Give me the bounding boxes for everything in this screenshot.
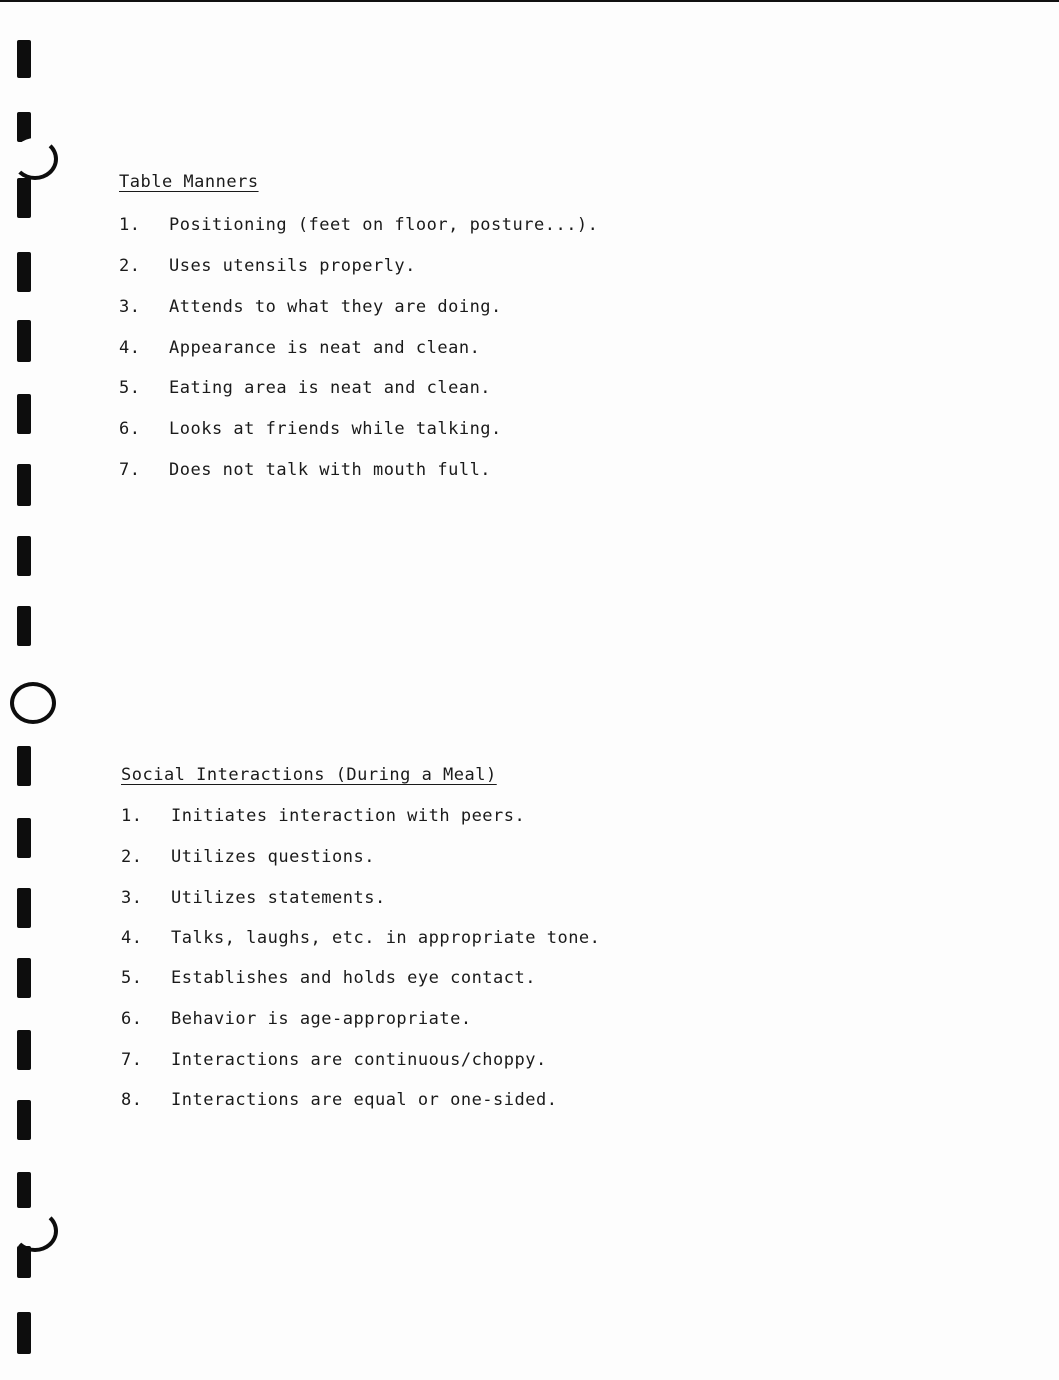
list-item <box>119 376 491 400</box>
item-number: 3. <box>119 297 141 317</box>
item-text: Does not talk with mouth full. <box>169 460 492 480</box>
item-number: 5. <box>121 968 143 988</box>
list-item <box>121 1088 557 1112</box>
item-number: 7. <box>121 1050 143 1070</box>
item-number: 4. <box>119 338 141 358</box>
item-number: 1. <box>119 215 141 235</box>
list-item <box>121 804 525 828</box>
binding-bar <box>17 178 31 218</box>
punch-hole <box>12 138 58 180</box>
item-text: Eating area is neat and clean. <box>169 378 492 398</box>
section-heading: Table Manners <box>119 172 259 192</box>
binding-bar <box>17 1246 31 1278</box>
item-text: Utilizes questions. <box>171 847 375 867</box>
binding-bar <box>17 958 31 998</box>
item-number: 4. <box>121 928 143 948</box>
binding-bar <box>17 320 31 362</box>
item-text: Looks at friends while talking. <box>169 419 502 439</box>
binding-bar <box>17 40 31 78</box>
binding-bar <box>17 606 31 646</box>
item-text: Positioning (feet on floor, posture...). <box>169 215 599 235</box>
list-item <box>119 254 416 278</box>
list-item <box>121 886 386 910</box>
section-heading: Social Interactions (During a Meal) <box>121 765 497 785</box>
list-item <box>121 926 600 950</box>
binding-bar <box>17 1172 31 1208</box>
item-text: Interactions are equal or one-sided. <box>171 1090 558 1110</box>
item-number: 6. <box>121 1009 143 1029</box>
binding-bar <box>17 252 31 292</box>
item-text: Talks, laughs, etc. in appropriate tone. <box>171 928 601 948</box>
item-text: Attends to what they are doing. <box>169 297 502 317</box>
list-item <box>121 966 536 990</box>
item-text: Appearance is neat and clean. <box>169 338 481 358</box>
list-item <box>119 458 491 482</box>
list-item <box>121 845 375 869</box>
binding-bar <box>17 888 31 928</box>
binding-bar <box>17 1100 31 1140</box>
list-item <box>119 295 502 319</box>
social-interactions-section <box>121 765 721 1125</box>
item-number: 8. <box>121 1090 143 1110</box>
binding-bar <box>17 112 31 142</box>
table-manners-section <box>119 172 719 492</box>
item-text: Interactions are continuous/choppy. <box>171 1050 547 1070</box>
list-item <box>121 1007 472 1031</box>
top-edge-rule <box>0 0 1059 2</box>
item-number: 6. <box>119 419 141 439</box>
binding-bar <box>17 1030 31 1070</box>
item-text: Establishes and holds eye contact. <box>171 968 536 988</box>
binding-bar <box>17 536 31 576</box>
binding-bar <box>17 746 31 786</box>
item-text: Uses utensils properly. <box>169 256 416 276</box>
list-item <box>119 213 598 237</box>
item-number: 5. <box>119 378 141 398</box>
item-number: 1. <box>121 806 143 826</box>
binding-bar <box>17 464 31 506</box>
item-number: 2. <box>119 256 141 276</box>
binding-bar <box>17 818 31 858</box>
binding-bar <box>17 394 31 434</box>
item-number: 2. <box>121 847 143 867</box>
list-item <box>119 417 502 441</box>
item-text: Behavior is age-appropriate. <box>171 1009 472 1029</box>
punch-hole <box>10 682 56 724</box>
list-item <box>119 336 480 360</box>
item-number: 7. <box>119 460 141 480</box>
list-item <box>121 1048 547 1072</box>
binding-bar <box>17 1312 31 1354</box>
item-text: Utilizes statements. <box>171 888 386 908</box>
item-text: Initiates interaction with peers. <box>171 806 526 826</box>
item-number: 3. <box>121 888 143 908</box>
